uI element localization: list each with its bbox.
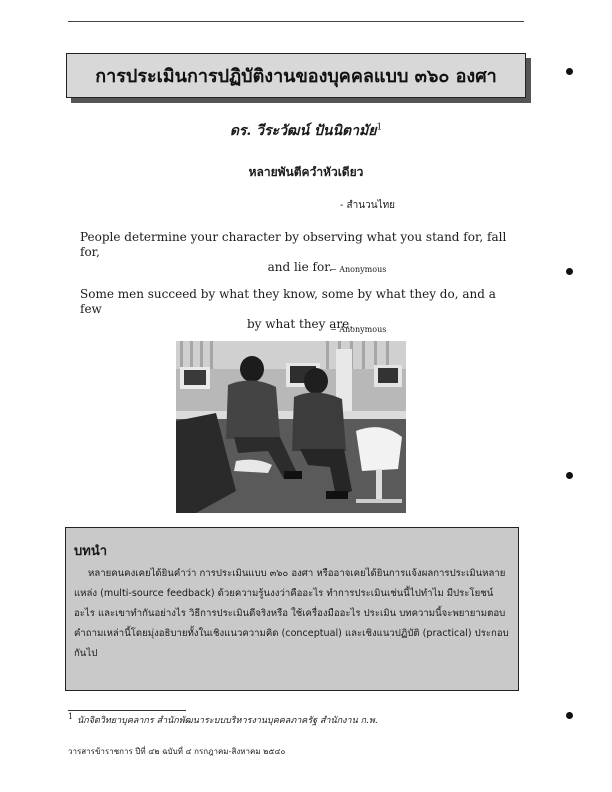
quote-1-line2: and lie for. <box>267 260 333 274</box>
quote-1-source: − Anonymous <box>330 265 387 274</box>
quote-2-line1: Some men succeed by what they know, some by what they do, and a few <box>80 287 496 316</box>
photo-two-men-at-computers <box>176 341 406 513</box>
binder-hole-icon <box>566 712 573 719</box>
binder-hole-icon <box>566 268 573 275</box>
author-name: ดร. วีระวัฒน์ ปันนิตามัย <box>229 123 377 139</box>
quote-2-line2: by what they are. <box>246 317 354 331</box>
photo-illustration <box>176 341 406 513</box>
footnote-rule <box>68 710 186 711</box>
binder-hole-icon <box>566 68 573 75</box>
quote-2-source: − Anonymous <box>330 325 387 334</box>
quote-1 <box>80 230 520 275</box>
abstract-body: หลายคนคงเคยได้ยินคำว่า การประเมินแบบ ๓๖๐ องศา หรืออาจเคยได้ยินการแจ้งผลการประเมินหลายแหล่ง (multi-source feedback) ด้วยความรู้นงงว่าคืออะไร ทำการประเมินเช่นนี้ไปทำไม มีประโยชน์อะไร และเขาทำกันอย่างไร วิธีการประเมินดีจริงหรือ ใช้เครื่องมืออะไร ประเมิน บทความนี้จะพยายามตอบคำถามเหล่านี้โดยมุ่งอธิบายทั้งในเชิงแนวความคิด (conceptual) และเชิงแนวปฏิบัติ (practical) ประกอบกันไป <box>74 568 509 659</box>
journal-citation: วารสารข้าราชการ ปีที่ ๔๒ ฉบับที่ ๔ กรกฎาคม-สิงหาคม ๒๕๔๐ <box>68 747 286 756</box>
page-title: การประเมินการปฏิบัติงานของบุคคลแบบ ๓๖๐ องศา <box>95 66 497 87</box>
binder-hole-icon <box>566 472 573 479</box>
thai-proverb-source: - สำนวนไทย <box>340 200 396 211</box>
footnote-text: นักจิตวิทยาบุคลากร สำนักพัฒนาระบบบริหารงานบุคคลภาครัฐ สำนักงาน ก.พ. <box>77 716 378 726</box>
thai-proverb: หลายพันตีควำหัวเดียว <box>248 165 364 179</box>
quote-2 <box>80 287 520 332</box>
quote-1-line1: People determine your character by observing what you stand for, fall for, <box>80 230 507 259</box>
abstract-box <box>65 527 519 691</box>
footnote <box>68 712 518 727</box>
abstract-heading: บทนำ <box>74 544 108 559</box>
title-box <box>66 53 526 98</box>
author-footnote-mark: 1 <box>376 122 383 133</box>
author-line <box>0 120 612 142</box>
footnote-mark: 1 <box>68 712 74 721</box>
top-rule <box>68 21 524 22</box>
